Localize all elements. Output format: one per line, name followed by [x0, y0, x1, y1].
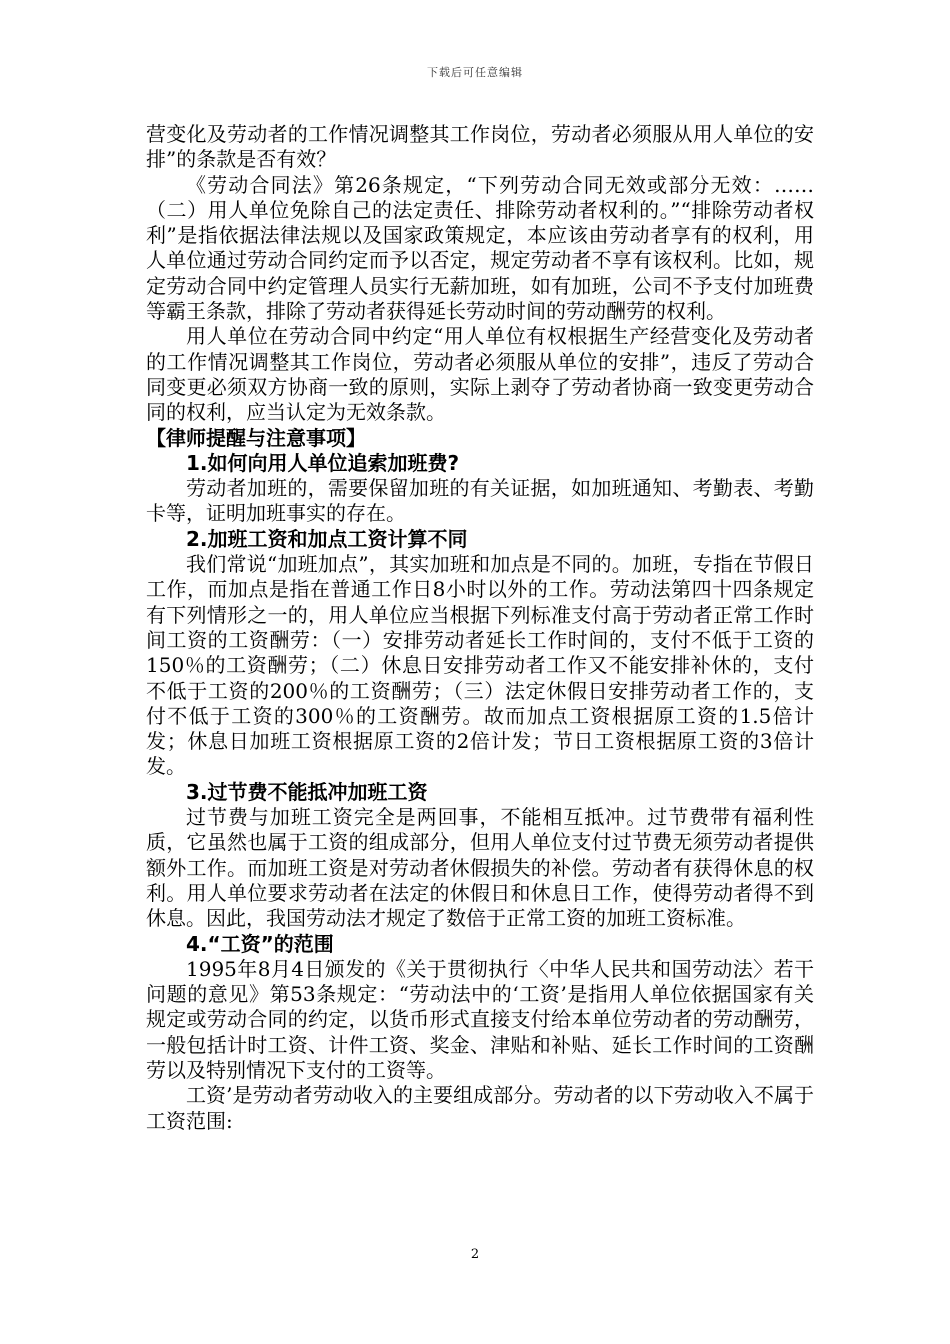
- subheading-2: 2.加班工资和加点工资计算不同: [186, 526, 468, 551]
- section-heading-lawyer-reminder: 【律师提醒与注意事项】: [146, 425, 366, 450]
- paragraph-invalid-clause: 用人单位在劳动合同中约定“用人单位有权根据生产经营变化及劳动者的工作情况调整其工作岗位，劳动者必须服从单位的安排”，违反了劳动合同变更必须双方协商一致的原则，实际上剥夺了劳动者协商一致变更劳动合同的权利，应当认定为无效条款。: [146, 324, 814, 425]
- subheading-3: 3.过节费不能抵冲加班工资: [186, 779, 428, 804]
- subheading-1: 1.如何向用人单位追索加班费?: [186, 450, 460, 475]
- subheading-4: 4.“工资”的范围: [186, 931, 334, 956]
- paragraph-evidence: 劳动者加班的，需要保留加班的有关证据，如加班通知、考勤表、考勤卡等，证明加班事实的存在。: [146, 476, 814, 526]
- body-text: [146, 122, 814, 1134]
- paragraph-article-26: 《劳动合同法》第26条规定，“下列劳动合同无效或部分无效：……（二）用人单位免除自己的法定责任、排除劳动者权利的。”“排除劳动者权利”是指依据法律法规以及国家政策规定，本应该由劳动者享有的权利，用人单位通过劳动合同约定而予以否定，规定劳动者不享有该权利。比如，规定劳动合同中约定管理人员实行无薪加班，如有加班，公司不予支付加班费等霸王条款，排除了劳动者获得延长劳动时间的劳动酬劳的权利。: [146, 172, 814, 324]
- paragraph-wage-scope: 工资’是劳动者劳动收入的主要组成部分。劳动者的以下劳动收入不属于工资范围:: [146, 1083, 814, 1133]
- paragraph-overtime-calc: 我们常说“加班加点”，其实加班和加点是不同的。加班，专指在节假日工作，而加点是指在普通工作日8小时以外的工作。劳动法第四十四条规定有下列情形之一的，用人单位应当根据下列标准支付高于劳动者正常工作时间工资的工资酬劳：（一）安排劳动者延长工作时间的，支付不低于工资的150％的工资酬劳；（二）休息日安排劳动者工作又不能安排补休的，支付不低于工资的200％的工资酬劳；（三）法定休假日安排劳动者工作的，支付不低于工资的300％的工资酬劳。故而加点工资根据原工资的1.5倍计发；休息日加班工资根据原工资的2倍计发；节日工资根据原工资的3倍计发。: [146, 552, 814, 779]
- page-number: 2: [470, 1247, 480, 1262]
- page-header: 下载后可任意编辑: [427, 66, 523, 79]
- paragraph-wage-definition: 1995年8月4日颁发的《关于贯彻执行〈中华人民共和国劳动法〉若干问题的意见》第53条规定：“劳动法中的‘工资’是指用人单位依据国家有关规定或劳动合同的约定，以货币形式直接支付给本单位劳动者的劳动酬劳，一般包括计时工资、计件工资、奖金、津贴和补贴、延长工作时间的工资酬劳以及特别情况下支付的工资等。: [146, 956, 814, 1082]
- paragraph-holiday-fee: 过节费与加班工资完全是两回事，不能相互抵冲。过节费带有福利性质，它虽然也属于工资的组成部分，但用人单位支付过节费无须劳动者提供额外工作。而加班工资是对劳动者休假损失的补偿。劳动者有获得休息的权利。用人单位要求劳动者在法定的休假日和休息日工作，使得劳动者得不到休息。因此，我国劳动法才规定了数倍于正常工资的加班工资标准。: [146, 805, 814, 931]
- paragraph-continuation: 营变化及劳动者的工作情况调整其工作岗位，劳动者必须服从用人单位的安排”的条款是否有效？: [146, 122, 814, 172]
